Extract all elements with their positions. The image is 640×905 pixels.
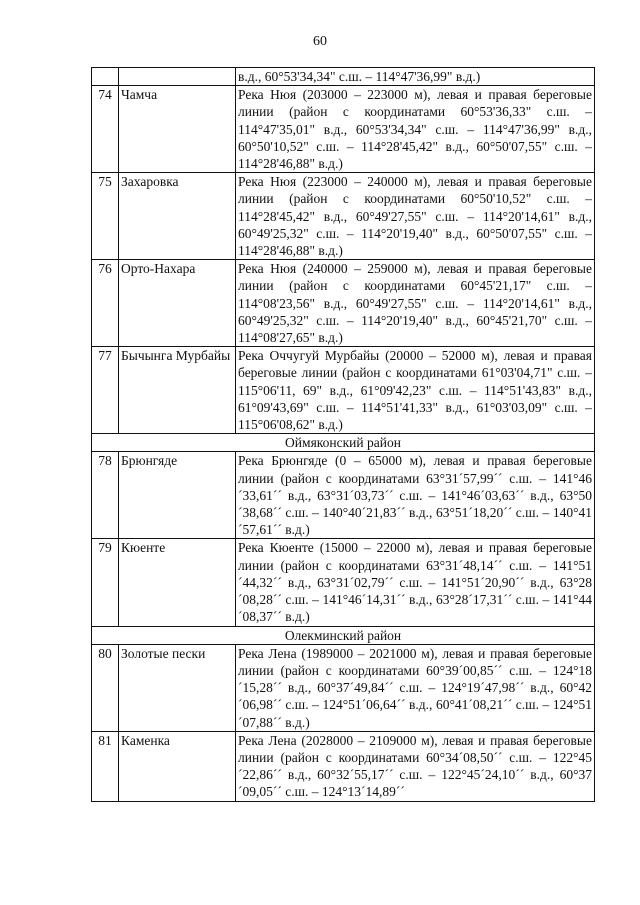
table-row <box>92 539 595 626</box>
locality-name: Бычынга Мурбайы <box>119 347 236 434</box>
district-name: Олекминский район <box>92 626 595 644</box>
area-description: Река Кюенте (15000 – 22000 м), левая и правая береговые линии (район с координатами 63°31´48,14´´ с.ш. – 141°51´44,32´´ в.д., 63°31´02,79´´ с.ш. – 141°51´20,90´´ в.д., 63°28´08,28´´ с.ш. – 141°46´14,31´´ в.д., 63°28´17,31´´ с.ш. – 141°44´08,37´´ в.д.) <box>236 539 595 626</box>
locality-name: Чамча <box>119 86 236 173</box>
table-row <box>92 644 595 731</box>
row-number: 76 <box>92 260 119 347</box>
locality-name: Каменка <box>119 731 236 801</box>
row-number: 74 <box>92 86 119 173</box>
area-description: Река Лена (1989000 – 2021000 м), левая и правая береговые линии (район с координатами 60°39´00,85´´ с.ш. – 124°18´15,28´´ в.д., 60°37´49,84´´ с.ш. – 124°19´47,98´´ в.д., 60°42´06,98´´ с.ш. – 124°51´06,64´´ в.д., 60°41´08,21´´ с.ш. – 124°51´07,88´´ в.д.) <box>236 644 595 731</box>
table-row <box>92 260 595 347</box>
area-description: Река Лена (2028000 – 2109000 м), левая и правая береговые линии (район с координатами 60°34´08,50´´ с.ш. – 122°45´22,86´´ в.д., 60°32´55,17´´ с.ш. – 122°45´24,10´´ в.д., 60°37´09,05´´ с.ш. – 124°13´14,89´´ <box>236 731 595 801</box>
area-description: Река Оччугуй Мурбайы (20000 – 52000 м), левая и правая береговые линии (район с координатами 61°03'04,71" с.ш. – 115°06'11, 69" в.д., 61°09'42,23" с.ш. – 114°51'43,83" в.д., 61°09'43,69" с.ш. – 114°51'41,33" в.д., 61°03'03,09" с.ш. – 115°06'08,62" в.д.) <box>236 347 595 434</box>
area-description: Река Нюя (223000 – 240000 м), левая и правая береговые линии (район с координатами 60°50'10,52" с.ш. – 114°28'45,42" в.д., 60°49'27,55" с.ш. – 114°20'14,61" в.д., 60°49'25,32" с.ш. – 114°20'19,40" в.д., 60°50'07,55" с.ш. – 114°28'46,88" в.д.) <box>236 173 595 260</box>
locality-name: Брюнгяде <box>119 452 236 539</box>
row-number: 75 <box>92 173 119 260</box>
name-cell <box>119 68 236 86</box>
table-row <box>92 173 595 260</box>
locality-name: Орто-Нахара <box>119 260 236 347</box>
table-row <box>92 86 595 173</box>
area-description: Река Брюнгяде (0 – 65000 м), левая и правая береговые линии (район с координатами 63°31´57,99´´ с.ш. – 141°46´33,61´´ в.д., 63°31´03,73´´ с.ш. – 141°46´03,63´´ в.д., 63°50´38,68´´ с.ш. – 140°40´21,83´´ в.д., 63°51´18,20´´ с.ш. – 140°41´57,61´´ в.д.) <box>236 452 595 539</box>
table-row <box>92 347 595 434</box>
table-row <box>92 68 595 86</box>
page-number: 60 <box>313 34 327 49</box>
row-number: 81 <box>92 731 119 801</box>
table-row <box>92 452 595 539</box>
district-header-row <box>92 434 595 452</box>
water-areas-table <box>91 67 595 802</box>
locality-name: Золотые пески <box>119 644 236 731</box>
district-name: Оймяконский район <box>92 434 595 452</box>
row-number: 80 <box>92 644 119 731</box>
row-number: 78 <box>92 452 119 539</box>
area-description: Река Нюя (240000 – 259000 м), левая и правая береговые линии (район с координатами 60°45'21,17" с.ш. – 114°08'23,56" в.д., 60°49'27,55" с.ш. – 114°20'14,61" в.д., 60°49'25,32" с.ш. – 114°20'19,40" в.д., 60°45'21,70" с.ш. – 114°08'27,65" в.д.) <box>236 260 595 347</box>
table-row <box>92 731 595 801</box>
locality-name: Кюенте <box>119 539 236 626</box>
row-number: 79 <box>92 539 119 626</box>
area-description: Река Нюя (203000 – 223000 м), левая и правая береговые линии (район с координатами 60°53'36,33" с.ш. – 114°47'35,01" в.д., 60°53'34,34" с.ш. – 114°47'36,99" в.д., 60°50'10,52" с.ш. – 114°28'45,42" в.д., 60°50'07,55" с.ш. – 114°28'46,88" в.д.) <box>236 86 595 173</box>
continuation-text: в.д., 60°53'34,34" с.ш. – 114°47'36,99" в.д.) <box>236 68 595 86</box>
row-number-cell <box>92 68 119 86</box>
row-number: 77 <box>92 347 119 434</box>
district-header-row <box>92 626 595 644</box>
locality-name: Захаровка <box>119 173 236 260</box>
